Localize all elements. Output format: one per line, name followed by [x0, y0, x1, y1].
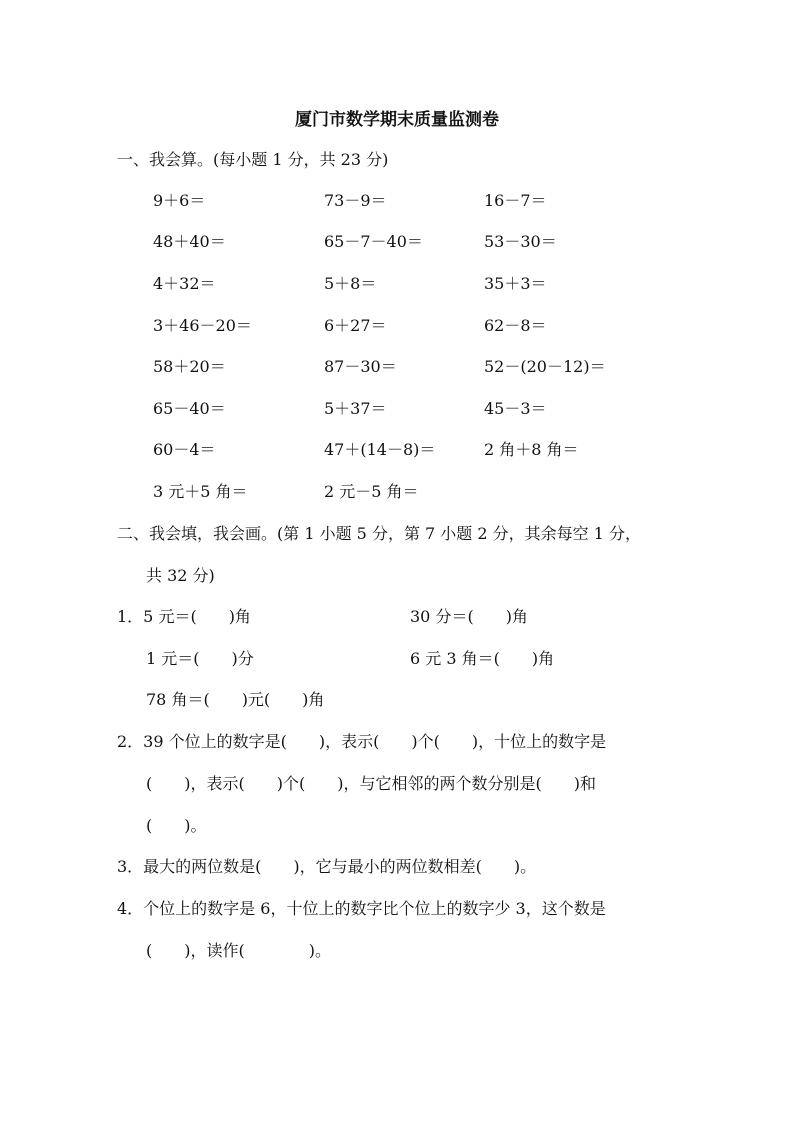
section2-heading-line1: 二、我会填，我会画。(第 1 小题 5 分，第 7 小题 2 分，其余每空 1 分， — [117, 524, 642, 543]
q2-line1: 2．39 个位上的数字是( )，表示( )个( )，十位上的数字是 — [117, 732, 607, 751]
q1-part-c: 1 元＝( )分 — [146, 649, 254, 668]
calc-item: 5＋8＝ — [324, 274, 377, 293]
calc-item: 2 角＋8 角＝ — [484, 440, 579, 459]
q1-part-a: 1．5 元＝( )角 — [117, 607, 251, 626]
calc-item: 53－30＝ — [484, 232, 557, 251]
q4-line1: 4．个位上的数字是 6，十位上的数字比个位上的数字少 3，这个数是 — [117, 899, 606, 918]
calc-item: 58＋20＝ — [153, 357, 226, 376]
calc-item: 35＋3＝ — [484, 274, 547, 293]
q2-line2: ( )，表示( )个( )，与它相邻的两个数分别是( )和 — [146, 774, 596, 793]
q4-line2: ( )，读作( )。 — [146, 941, 331, 960]
q1-part-b: 30 分＝( )角 — [410, 607, 528, 626]
q1-part-e: 78 角＝( )元( )角 — [146, 690, 325, 709]
calc-item: 2 元－5 角＝ — [324, 482, 419, 501]
calc-item: 65－40＝ — [153, 399, 226, 418]
calc-item: 65－7－40＝ — [324, 232, 423, 251]
section2-heading-line2: 共 32 分) — [146, 566, 215, 585]
calc-item: 62－8＝ — [484, 316, 547, 335]
calc-item: 52－(20－12)＝ — [484, 357, 606, 376]
calc-item: 16－7＝ — [484, 191, 547, 210]
section1-heading: 一、我会算。(每小题 1 分，共 23 分) — [117, 150, 389, 169]
calc-item: 6＋27＝ — [324, 316, 387, 335]
calc-item: 3 元＋5 角＝ — [153, 482, 248, 501]
q3-line1: 3．最大的两位数是( )，它与最小的两位数相差( )。 — [117, 857, 537, 876]
calc-item: 45－3＝ — [484, 399, 547, 418]
calc-item: 9＋6＝ — [153, 191, 206, 210]
q1-part-d: 6 元 3 角＝( )角 — [410, 649, 555, 668]
calc-item: 4＋32＝ — [153, 274, 216, 293]
calc-item: 87－30＝ — [324, 357, 397, 376]
calc-item: 47＋(14－8)＝ — [324, 440, 436, 459]
calc-item: 73－9＝ — [324, 191, 387, 210]
exam-title: 厦门市数学期末质量监测卷 — [295, 110, 499, 130]
calc-item: 60－4＝ — [153, 440, 216, 459]
calc-item: 48＋40＝ — [153, 232, 226, 251]
q2-line3: ( )。 — [146, 816, 207, 835]
calc-item: 3＋46－20＝ — [153, 316, 252, 335]
calc-item: 5＋37＝ — [324, 399, 387, 418]
